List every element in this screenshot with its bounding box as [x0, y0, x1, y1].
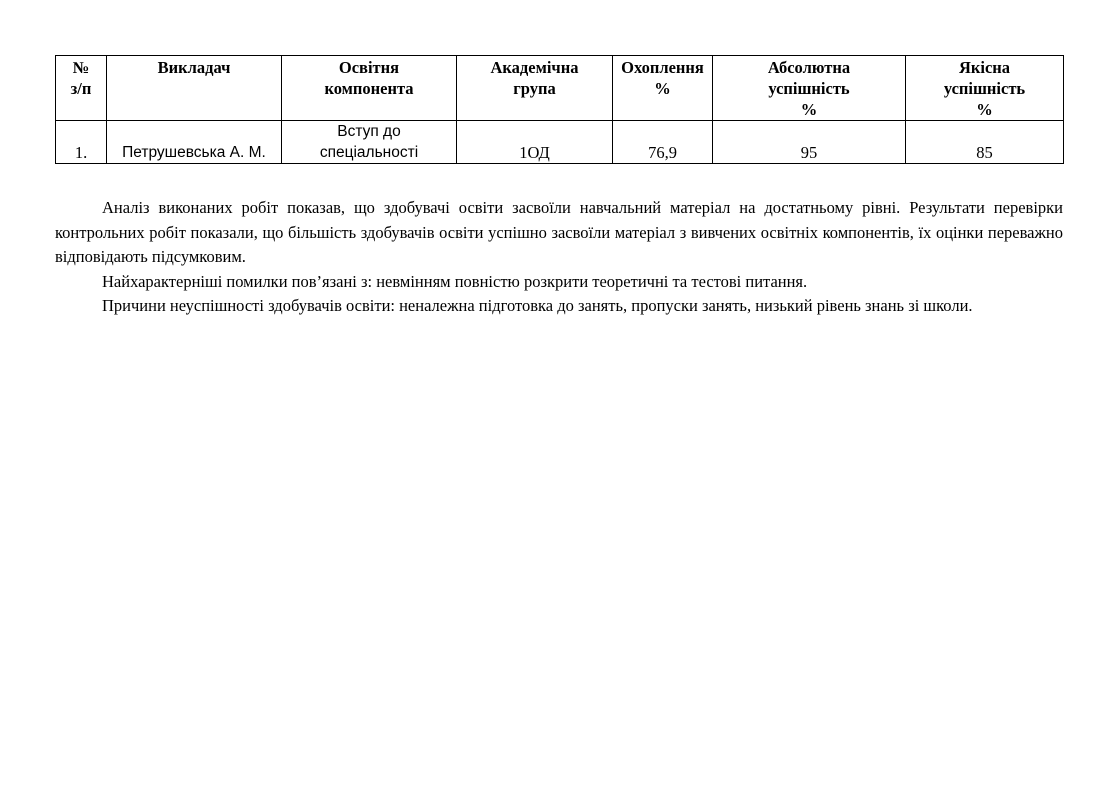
- header-number: № з/п: [56, 56, 107, 121]
- table-header-row: [56, 56, 1064, 121]
- header-quality-success: Якісна успішність %: [906, 56, 1064, 121]
- cell-quality-success: 85: [906, 121, 1064, 164]
- paragraph-analysis: Аналіз виконаних робіт показав, що здобувачі освіти засвоїли навчальний матеріал на достатньому рівні. Результати перевірки контрольних робіт показали, що більшість здобувачів освіти успішно засвоїли матеріал з вивчених освітніх компонентів, їх оцінки переважно відповідають підсумковим.: [55, 198, 1063, 266]
- header-group: Академічна група: [457, 56, 613, 121]
- cell-component: Вступ до спеціальності: [282, 121, 457, 164]
- analysis-text: [55, 196, 1063, 319]
- paragraph-failure-reasons: Причини неуспішності здобувачів освіти: неналежна підготовка до занять, пропуски занять, низький рівень знань зі школи.: [102, 296, 973, 315]
- cell-coverage: 76,9: [613, 121, 713, 164]
- header-absolute-success: Абсолютна успішність %: [713, 56, 906, 121]
- cell-number: 1.: [56, 121, 107, 164]
- header-component: Освітня компонента: [282, 56, 457, 121]
- header-coverage: Охоплення %: [613, 56, 713, 121]
- cell-absolute-success: 95: [713, 121, 906, 164]
- cell-group: 1ОД: [457, 121, 613, 164]
- cell-teacher: Петрушевська А. М.: [107, 121, 282, 164]
- header-teacher: Викладач: [107, 56, 282, 121]
- paragraph-common-errors: Найхарактерніші помилки пов’язані з: невмінням повністю розкрити теоретичні та тестові питання.: [102, 271, 808, 291]
- table-row: [56, 121, 1064, 164]
- results-table: [55, 55, 1064, 164]
